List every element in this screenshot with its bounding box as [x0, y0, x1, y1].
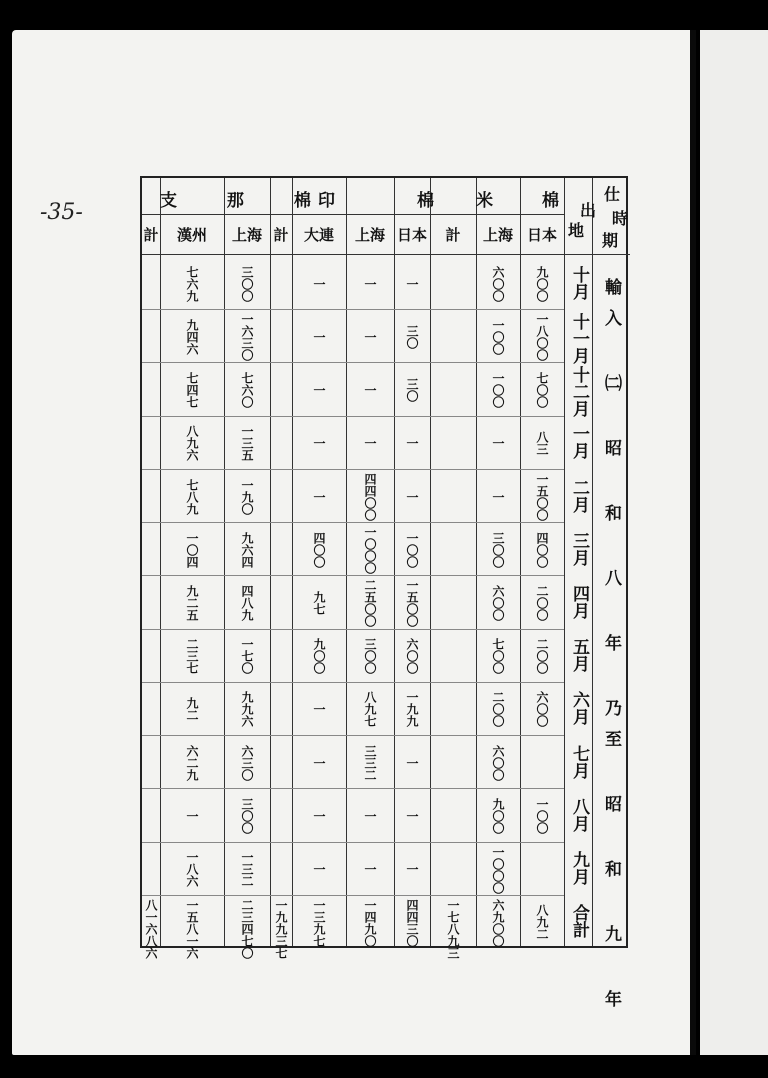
- table-cell: [430, 526, 476, 573]
- month-label: 十一月: [569, 313, 589, 365]
- table-cell: 二〇〇: [491, 691, 505, 728]
- table-cell: [270, 633, 292, 680]
- table-cell: 一〇〇: [535, 797, 549, 834]
- row-divider: [142, 522, 564, 523]
- column-header: 上海: [354, 226, 385, 244]
- table-cell: 九二: [185, 697, 199, 722]
- table-cell: [430, 792, 476, 839]
- table-cell: 七〇〇: [535, 372, 549, 409]
- table-cell: 九二五: [185, 584, 199, 621]
- month-label: 九月: [569, 851, 589, 886]
- table-cell: [270, 686, 292, 733]
- table-cell: 一: [405, 809, 419, 822]
- month-label: 合計: [569, 904, 589, 939]
- table-cell: 三〇〇: [491, 531, 505, 568]
- table-cell: [270, 792, 292, 839]
- table-cell: [430, 420, 476, 467]
- table-cell: 三〇〇: [363, 638, 377, 675]
- table-cell: 一三九七: [312, 898, 326, 947]
- table-cell: 一: [312, 277, 326, 290]
- table-cell: 一: [363, 384, 377, 397]
- table-cell: 六三〇: [240, 744, 254, 781]
- column-header: 上海: [482, 226, 513, 244]
- table-cell: 四四三〇: [405, 898, 419, 947]
- table-cell: 七四七: [185, 372, 199, 409]
- corner-left: 地: [568, 221, 585, 240]
- table-cell: [430, 260, 476, 307]
- table-cell: 八九七: [363, 691, 377, 728]
- month-label: 一月: [569, 425, 589, 460]
- row-divider: [142, 362, 564, 363]
- table-cell: 二五〇〇: [363, 579, 377, 628]
- table-cell: 一: [312, 330, 326, 343]
- group-header-indian-cotton: 印 棉: [318, 191, 450, 211]
- table-cell: 七六九: [185, 265, 199, 302]
- table-cell: 一〇〇: [491, 318, 505, 355]
- table-cell: 一九九: [405, 691, 419, 728]
- table-cell: 二〇〇: [535, 638, 549, 675]
- table-cell: 一五〇〇: [535, 472, 549, 521]
- table-cell: [430, 313, 476, 360]
- table-cell: 一八〇〇: [535, 313, 549, 362]
- group-header-us-cotton: 米 棉: [476, 191, 575, 211]
- table-cell: 六〇〇: [535, 691, 549, 728]
- column-header: 計: [273, 226, 289, 244]
- table-cell: 八九六: [185, 425, 199, 462]
- table-cell: 八一六八六: [144, 898, 158, 959]
- table-cell: 六〇〇: [491, 584, 505, 621]
- table-cell: [142, 633, 160, 680]
- table-cell: 六〇〇: [405, 638, 419, 675]
- row-divider: [142, 895, 564, 896]
- table-cell: [142, 846, 160, 893]
- table-cell: [270, 739, 292, 786]
- table-title: 輸入 ㈡ 昭 和 八 年 乃至 昭 和 九 年: [601, 278, 621, 1021]
- table-cell: [270, 260, 292, 307]
- import-table: [140, 176, 629, 1021]
- table-cell: 一八六: [185, 851, 199, 888]
- table-cell: 一: [312, 437, 326, 450]
- column-header: 計: [445, 226, 461, 244]
- corner-bottom: 期: [602, 231, 619, 250]
- month-label: 十月: [569, 265, 589, 300]
- table-cell: 七六〇: [240, 372, 254, 409]
- table-cell: 一: [312, 490, 326, 503]
- table-cell: [430, 579, 476, 626]
- month-label: 十二月: [569, 366, 589, 418]
- table-cell: [142, 792, 160, 839]
- table-cell: 三〇〇: [240, 265, 254, 302]
- column-header: 日本: [396, 226, 427, 244]
- table-cell: 一: [185, 809, 199, 822]
- table-cell: 一三二: [240, 851, 254, 888]
- table-cell: 一五〇〇: [405, 579, 419, 628]
- table-cell: 九七: [312, 590, 326, 615]
- table-cell: [270, 473, 292, 520]
- table-cell: [430, 846, 476, 893]
- table-cell: 七八九: [185, 478, 199, 515]
- table-cell: [142, 313, 160, 360]
- table-cell: 四八九: [240, 584, 254, 621]
- table-cell: 七〇〇: [491, 638, 505, 675]
- row-divider: [142, 309, 564, 310]
- table-cell: 一: [363, 277, 377, 290]
- corner-top: 仕: [604, 185, 621, 204]
- table-cell: [270, 579, 292, 626]
- table-cell: 九四六: [185, 318, 199, 355]
- book-spine: [690, 30, 696, 1055]
- table-cell: 三〇: [405, 378, 419, 403]
- row-divider: [142, 629, 564, 630]
- month-label: 三月: [569, 531, 589, 566]
- table-cell: 六二九: [185, 744, 199, 781]
- column-header: 大連: [303, 226, 334, 244]
- row-divider: [142, 469, 564, 470]
- table-cell: 二〇〇: [535, 584, 549, 621]
- table-cell: 一〇〇〇: [491, 845, 505, 894]
- table-cell: [142, 686, 160, 733]
- table-cell: [270, 366, 292, 413]
- table-cell: 一七八九三: [446, 898, 460, 959]
- table-cell: [142, 526, 160, 573]
- row-divider: [142, 735, 564, 736]
- table-cell: 一: [312, 809, 326, 822]
- table-cell: 一: [363, 437, 377, 450]
- table-cell: [430, 366, 476, 413]
- table-cell: 一五八一六: [185, 898, 199, 959]
- month-label: 七月: [569, 744, 589, 779]
- table-cell: [270, 526, 292, 573]
- row-divider: [142, 682, 564, 683]
- table-cell: 一: [405, 437, 419, 450]
- table-cell: 一九九三七: [274, 898, 288, 959]
- table-cell: [142, 420, 160, 467]
- table-cell: [520, 739, 564, 786]
- table-cell: [142, 739, 160, 786]
- table-cell: 三〇〇: [240, 797, 254, 834]
- table-cell: [270, 420, 292, 467]
- table-cell: 一〇〇: [405, 531, 419, 568]
- column-header: 漢州: [176, 226, 207, 244]
- table-cell: 四〇〇: [535, 531, 549, 568]
- table-cell: 九〇〇: [491, 797, 505, 834]
- corner-right: 時: [612, 209, 629, 228]
- table-cell: 三三二: [363, 744, 377, 781]
- table-cell: 三〇: [405, 324, 419, 349]
- table-cell: [520, 846, 564, 893]
- table-cell: 一: [491, 437, 505, 450]
- table-cell: 一四九〇: [363, 898, 377, 947]
- table-cell: 一: [363, 330, 377, 343]
- table-cell: 一: [312, 863, 326, 876]
- table-cell: 一六三〇: [240, 313, 254, 362]
- month-label: 六月: [569, 691, 589, 726]
- table-cell: 一: [312, 703, 326, 716]
- table-cell: [142, 366, 160, 413]
- table-cell: 一七〇: [240, 638, 254, 675]
- table-cell: 一九〇: [240, 478, 254, 515]
- table-cell: 一三五: [240, 425, 254, 462]
- table-cell: 一〇〇: [491, 372, 505, 409]
- row-divider: [142, 575, 564, 576]
- table-cell: 一: [312, 384, 326, 397]
- table-cell: 九〇〇: [312, 638, 326, 675]
- table-cell: 二三四七〇: [240, 898, 254, 959]
- table-cell: 一: [405, 863, 419, 876]
- table-cell: 八三: [535, 431, 549, 456]
- table-cell: 一: [405, 277, 419, 290]
- table-cell: [142, 473, 160, 520]
- table-cell: [430, 686, 476, 733]
- table-cell: 八九二: [535, 904, 549, 941]
- month-label: 五月: [569, 638, 589, 673]
- column-header: 上海: [231, 226, 262, 244]
- table-cell: 一: [312, 756, 326, 769]
- column-header: 計: [143, 226, 159, 244]
- table-cell: 六〇〇: [491, 744, 505, 781]
- table-cell: 一: [363, 863, 377, 876]
- table-cell: [430, 473, 476, 520]
- month-label: 四月: [569, 584, 589, 619]
- table-cell: 二三七: [185, 638, 199, 675]
- month-label: 二月: [569, 478, 589, 513]
- table-cell: 一: [491, 490, 505, 503]
- table-cell: 六九〇〇: [491, 898, 505, 947]
- table-cell: [142, 579, 160, 626]
- table-cell: 六〇〇: [491, 265, 505, 302]
- group-header-chinese-cotton: 支 那 棉: [160, 191, 333, 211]
- month-label: 八月: [569, 797, 589, 832]
- page-number: -35-: [40, 200, 83, 225]
- table-cell: 九〇〇: [535, 265, 549, 302]
- table-cell: 四四〇〇: [363, 472, 377, 521]
- table-cell: 九六四: [240, 531, 254, 568]
- table-cell: 一: [363, 809, 377, 822]
- table-cell: [430, 633, 476, 680]
- column-header: 日本: [526, 226, 557, 244]
- table-cell: [142, 260, 160, 307]
- table-cell: 一〇〇〇: [363, 526, 377, 575]
- row-divider: [142, 842, 564, 843]
- facing-page: [700, 30, 768, 1055]
- row-divider: [142, 788, 564, 789]
- table-cell: [430, 739, 476, 786]
- row-divider: [142, 416, 564, 417]
- corner-mid: 出: [580, 201, 597, 220]
- table-cell: [270, 846, 292, 893]
- table-cell: 九九六: [240, 691, 254, 728]
- table-cell: 一: [405, 756, 419, 769]
- table-cell: 一: [405, 490, 419, 503]
- table-cell: 四〇〇: [312, 531, 326, 568]
- table-cell: [270, 313, 292, 360]
- table-cell: 一〇四: [185, 531, 199, 568]
